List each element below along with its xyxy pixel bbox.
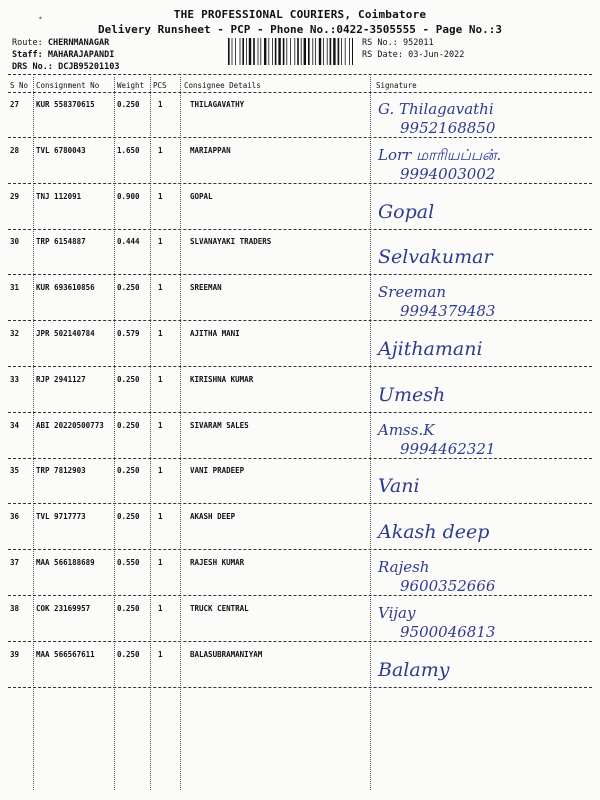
signature-text: 9600352666: [400, 577, 496, 595]
cell-consignee: RAJESH KUMAR: [190, 558, 245, 567]
barcode-bar: [327, 38, 328, 65]
cell-pcs: 1: [158, 512, 163, 521]
cell-sno: 39: [10, 650, 20, 659]
meta-left: [12, 37, 120, 73]
drs-label: DRS No.:: [12, 62, 53, 72]
cell-pcs: 1: [158, 421, 163, 430]
signature: [372, 462, 597, 508]
barcode-bar: [253, 38, 255, 65]
cell-pcs: 1: [158, 100, 163, 109]
header-bottom-rule: [8, 92, 592, 93]
signature: [372, 646, 597, 692]
cell-consignee: GOPAL: [190, 192, 213, 201]
signature-text: 9994462321: [400, 440, 496, 458]
rs-no-line: [362, 37, 464, 49]
barcode-bar: [330, 38, 332, 65]
cell-pcs: 1: [158, 604, 163, 613]
barcode-bar: [290, 38, 291, 65]
signature: [372, 96, 597, 142]
cell-weight: 0.250: [117, 375, 140, 384]
drs-line: [12, 61, 120, 73]
barcode-bar: [240, 38, 241, 65]
header-sno: S No: [10, 81, 29, 90]
signature-text: Selvakumar: [378, 246, 493, 268]
cell-weight: 0.579: [117, 329, 140, 338]
barcode-bar: [286, 38, 287, 65]
barcode-bar: [232, 38, 233, 65]
cell-sno: 38: [10, 604, 20, 613]
cell-sno: 28: [10, 146, 20, 155]
barcode-bar: [275, 38, 277, 65]
cell-pcs: 1: [158, 375, 163, 384]
row-rule: [8, 687, 592, 688]
barcode-bar: [278, 38, 280, 65]
signature: [372, 508, 597, 554]
barcode-bar: [323, 38, 324, 65]
signature-text: 9994379483: [400, 302, 496, 320]
signature: [372, 600, 597, 646]
barcode-bar: [319, 38, 321, 65]
signature-text: 9500046813: [400, 623, 496, 641]
staff-value: MAHARAJAPANDI: [47, 50, 115, 60]
cell-sno: 31: [10, 283, 20, 292]
staff-label: Staff:: [12, 50, 43, 60]
barcode-bar: [249, 38, 251, 65]
row-rule: [8, 641, 592, 642]
cell-sno: 37: [10, 558, 20, 567]
cell-weight: 0.250: [117, 466, 140, 475]
staff-line: [12, 49, 120, 61]
cell-consignment: KUR 693610856: [36, 283, 95, 292]
barcode-bar: [235, 38, 236, 65]
rs-date-value: 03-Jun-2022: [408, 50, 465, 60]
signature-text: Vijay: [378, 604, 416, 622]
barcode-bar: [345, 38, 346, 65]
cell-sno: 36: [10, 512, 20, 521]
cell-consignee: TRUCK CENTRAL: [190, 604, 249, 613]
row-rule: [8, 549, 592, 550]
row-rule: [8, 137, 592, 138]
barcode-bar: [315, 38, 316, 65]
cell-weight: 0.250: [117, 650, 140, 659]
rs-no-label: RS No.:: [362, 38, 398, 48]
barcode-bar: [283, 38, 285, 65]
signature-text: Akash deep: [378, 521, 490, 543]
barcode-bar: [301, 38, 302, 65]
barcode-bar: [258, 38, 259, 65]
route-value: CHERNMANAGAR: [47, 38, 110, 48]
signature-text: Balamy: [378, 659, 450, 681]
cell-pcs: 1: [158, 650, 163, 659]
row-rule: [8, 366, 592, 367]
barcode-bar: [308, 38, 310, 65]
row-rule: [8, 595, 592, 596]
cell-pcs: 1: [158, 237, 163, 246]
cell-consignment: TRP 6154887: [36, 237, 86, 246]
header-top-rule: [8, 74, 592, 75]
row-rule: [8, 412, 592, 413]
barcode-bar: [242, 38, 244, 65]
signature-text: G. Thilagavathi: [378, 100, 494, 118]
cell-sno: 30: [10, 237, 20, 246]
barcode-bar: [228, 38, 230, 65]
signature-text: Umesh: [378, 384, 446, 406]
drs-value: DCJB95201103: [58, 62, 120, 72]
cell-consignee: VANI PRADEEP: [190, 466, 245, 475]
cell-weight: 0.250: [117, 283, 140, 292]
cell-weight: 0.250: [117, 100, 140, 109]
row-rule: [8, 274, 592, 275]
header-pcs: PCS: [153, 81, 167, 90]
row-rule: [8, 458, 592, 459]
cell-sno: 32: [10, 329, 20, 338]
cell-consignment: MAA 566188689: [36, 558, 95, 567]
barcode-bar: [272, 38, 273, 65]
header-signature: Signature: [376, 81, 417, 90]
cell-consignee: MARIAPPAN: [190, 146, 231, 155]
barcode-bar: [352, 38, 353, 65]
cell-consignee: SLVANAYAKI TRADERS: [190, 237, 272, 246]
cell-sno: 29: [10, 192, 20, 201]
cell-weight: 0.250: [117, 421, 140, 430]
cell-consignee: THILAGAVATHY: [190, 100, 245, 109]
signature: [372, 279, 597, 325]
cell-pcs: 1: [158, 146, 163, 155]
cell-consignment: COK 23169957: [36, 604, 91, 613]
cell-consignee: BALASUBRAMANIYAM: [190, 650, 263, 659]
route-label: Route:: [12, 38, 43, 48]
cell-consignment: ABI 20220500773: [36, 421, 104, 430]
signature: [372, 188, 597, 234]
barcode: [228, 38, 353, 65]
barcode-bar: [268, 38, 269, 65]
cell-weight: 0.550: [117, 558, 140, 567]
barcode-bar: [341, 38, 342, 65]
cell-consignment: RJP 2941127: [36, 375, 86, 384]
signature-text: Sreeman: [378, 283, 447, 301]
cell-consignee: KIRISHNA KUMAR: [190, 375, 254, 384]
cell-sno: 34: [10, 421, 20, 430]
row-rule: [8, 229, 592, 230]
signature: [372, 142, 597, 188]
cell-consignment: TVL 9717773: [36, 512, 86, 521]
cell-consignee: SIVARAM SALES: [190, 421, 249, 430]
document-title: THE PROFESSIONAL COURIERS, Coimbatore: [173, 8, 427, 21]
barcode-bar: [260, 38, 261, 65]
route-line: [12, 37, 120, 49]
cell-weight: 1.650: [117, 146, 140, 155]
cell-consignment: JPR 502140784: [36, 329, 95, 338]
signature-text: Rajesh: [378, 558, 430, 576]
barcode-bar: [246, 38, 247, 65]
header-weight: Weight: [117, 81, 145, 90]
signature: [372, 417, 597, 463]
signature-text: 9994003002: [400, 165, 496, 183]
rs-date-line: [362, 49, 464, 61]
cell-pcs: 1: [158, 283, 163, 292]
rs-no-value: 952011: [402, 38, 434, 48]
cell-pcs: 1: [158, 558, 163, 567]
cell-sno: 27: [10, 100, 20, 109]
cell-pcs: 1: [158, 329, 163, 338]
cell-consignment: TNJ 112091: [36, 192, 82, 201]
cell-consignment: KUR 558370615: [36, 100, 95, 109]
cell-sno: 35: [10, 466, 20, 475]
cell-consignment: TVL 6780043: [36, 146, 86, 155]
cell-weight: 0.900: [117, 192, 140, 201]
signature-text: Vani: [378, 475, 420, 497]
cell-consignee: AJITHA MANI: [190, 329, 240, 338]
rs-date-label: RS Date:: [362, 50, 403, 60]
meta-right: [362, 37, 464, 61]
cell-consignee: SREEMAN: [190, 283, 222, 292]
barcode-bar: [264, 38, 266, 65]
header-consignee: Consignee Details: [184, 81, 261, 90]
signature: [372, 554, 597, 600]
cell-consignee: AKASH DEEP: [190, 512, 236, 521]
signature-text: Lorr மாரியப்பன்.: [378, 146, 502, 164]
barcode-bar: [304, 38, 306, 65]
barcode-bar: [297, 38, 299, 65]
barcode-bar: [333, 38, 335, 65]
signature: [372, 233, 597, 279]
cell-pcs: 1: [158, 466, 163, 475]
signature: [372, 371, 597, 417]
row-rule: [8, 183, 592, 184]
row-rule: [8, 503, 592, 504]
cell-sno: 33: [10, 375, 20, 384]
cell-consignment: MAA 566567611: [36, 650, 95, 659]
barcode-bar: [349, 38, 350, 65]
barcode-bar: [338, 38, 340, 65]
signature-text: Ajithamani: [378, 338, 483, 360]
signature-text: Amss.K: [378, 421, 435, 439]
signature: [372, 325, 597, 371]
cell-pcs: 1: [158, 192, 163, 201]
barcode-bar: [312, 38, 313, 65]
corner-mark: •: [38, 14, 43, 23]
cell-weight: 0.250: [117, 604, 140, 613]
signature-text: 9952168850: [400, 119, 496, 137]
document-subtitle: Delivery Runsheet - PCP - Phone No.:0422-3505555 - Page No.:3: [98, 23, 502, 36]
header-consignment: Consignment No: [36, 81, 100, 90]
cell-weight: 0.444: [117, 237, 140, 246]
signature-text: Gopal: [378, 201, 435, 223]
barcode-bar: [294, 38, 295, 65]
cell-consignment: TRP 7812903: [36, 466, 86, 475]
row-rule: [8, 320, 592, 321]
cell-weight: 0.250: [117, 512, 140, 521]
